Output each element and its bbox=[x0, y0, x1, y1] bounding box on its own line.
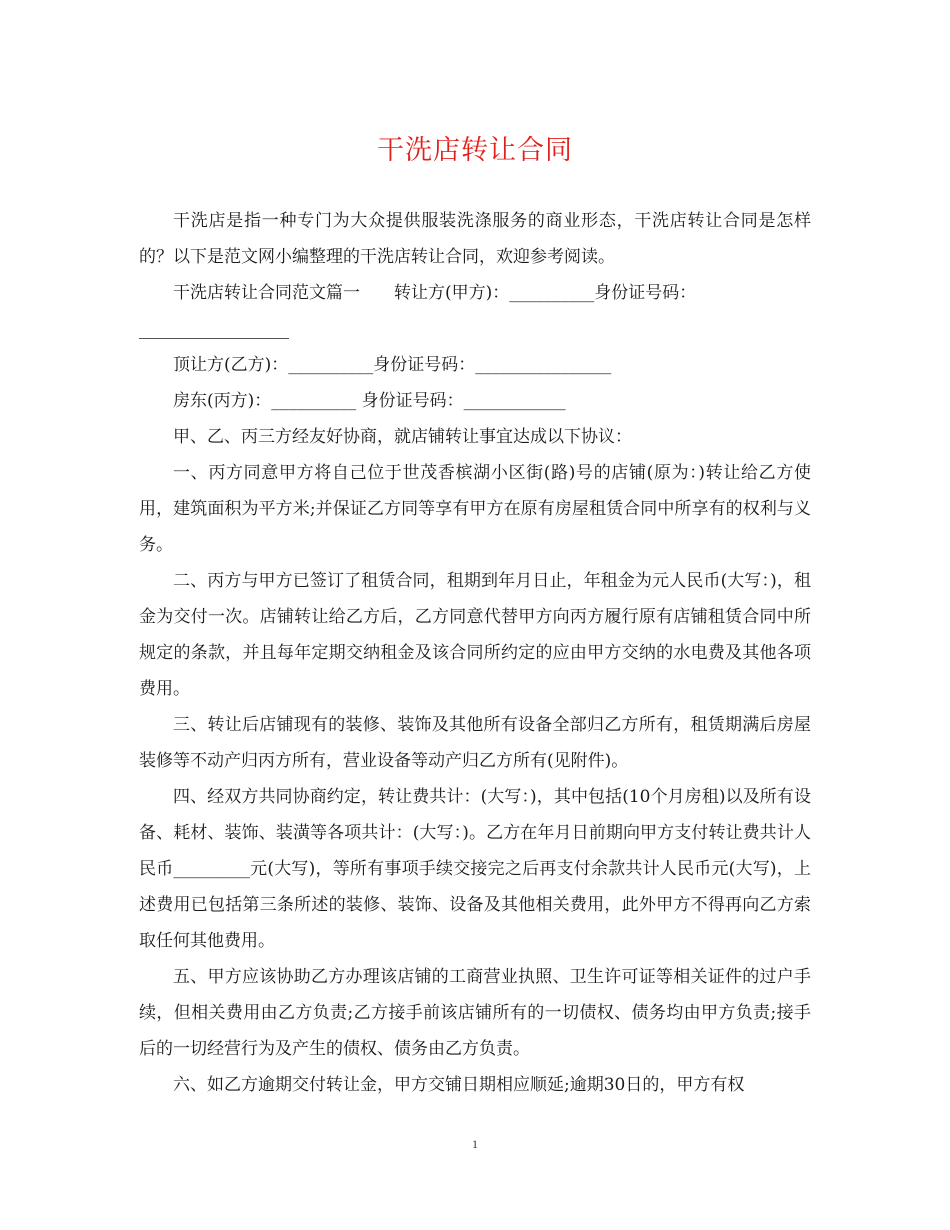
document-title: 干洗店转让合同 bbox=[377, 135, 573, 166]
paragraph-agreement: 甲、乙、丙三方经友好协商，就店铺转让事宜达成以下协议： bbox=[173, 427, 632, 447]
paragraph-clause-3: 三、转让后店铺现有的装修、装饰及其他所有设备全部归乙方所有，租赁期满后房屋装修等不动产归丙方所有，营业设备等动产归乙方所有(见附件)。 bbox=[139, 715, 811, 771]
paragraph-clause-2: 二、丙方与甲方已签订了租赁合同，租期到年月日止，年租金为元人民币(大写：)，租金为交付一次。店铺转让给乙方后，乙方同意代替甲方向丙方履行原有店铺租赁合同中所规定的条款，并且每年定期交纳租金及该合同所约定的应由甲方交纳的水电费及其他各项费用。 bbox=[139, 571, 811, 699]
paragraph-clause-4: 四、经双方共同协商约定，转让费共计：(大写：)，其中包括(10个月房租)以及所有设备、耗材、装饰、装潢等各项共计：(大写：)。乙方在年月日前期向甲方支付转让费共计人民币_________元(大写)，等所有事项手续交接完之后再支付余款共计人民币元(大写)，上述费用已包括第三条所述的装修、装饰、设备及其他相关费用，此外甲方不得再向乙方索取任何其他费用。 bbox=[139, 787, 811, 951]
paragraph-party-a: 干洗店转让合同范文篇一 转让方(甲方)：__________身份证号码： bbox=[173, 283, 697, 303]
paragraph-intro: 干洗店是指一种专门为大众提供服装洗涤服务的商业形态，干洗店转让合同是怎样的？以下是范文网小编整理的干洗店转让合同，欢迎参考阅读。 bbox=[139, 211, 811, 267]
paragraph-party-b: 顶让方(乙方)：__________身份证号码：________________ bbox=[173, 355, 612, 375]
paragraph-clause-5: 五、甲方应该协助乙方办理该店铺的工商营业执照、卫生许可证等相关证件的过户手续，但相关费用由乙方负责;乙方接手前该店铺所有的一切债权、债务均由甲方负责;接手后的一切经营行为及产生的债权、债务由乙方负责。 bbox=[139, 967, 811, 1059]
paragraph-party-c: 房东(丙方)：__________ 身份证号码：____________ bbox=[173, 391, 566, 411]
paragraph-clause-6: 六、如乙方逾期交付转让金，甲方交铺日期相应顺延;逾期30日的，甲方有权 bbox=[173, 1075, 745, 1095]
page-number: 1 bbox=[472, 1137, 478, 1151]
signature-blank-line bbox=[139, 338, 289, 339]
paragraph-clause-1: 一、丙方同意甲方将自己位于世茂香槟湖小区街(路)号的店铺(原为：)转让给乙方使用，建筑面积为平方米;并保证乙方同等享有甲方在原有房屋租赁合同中所享有的权利与义务。 bbox=[139, 463, 811, 555]
